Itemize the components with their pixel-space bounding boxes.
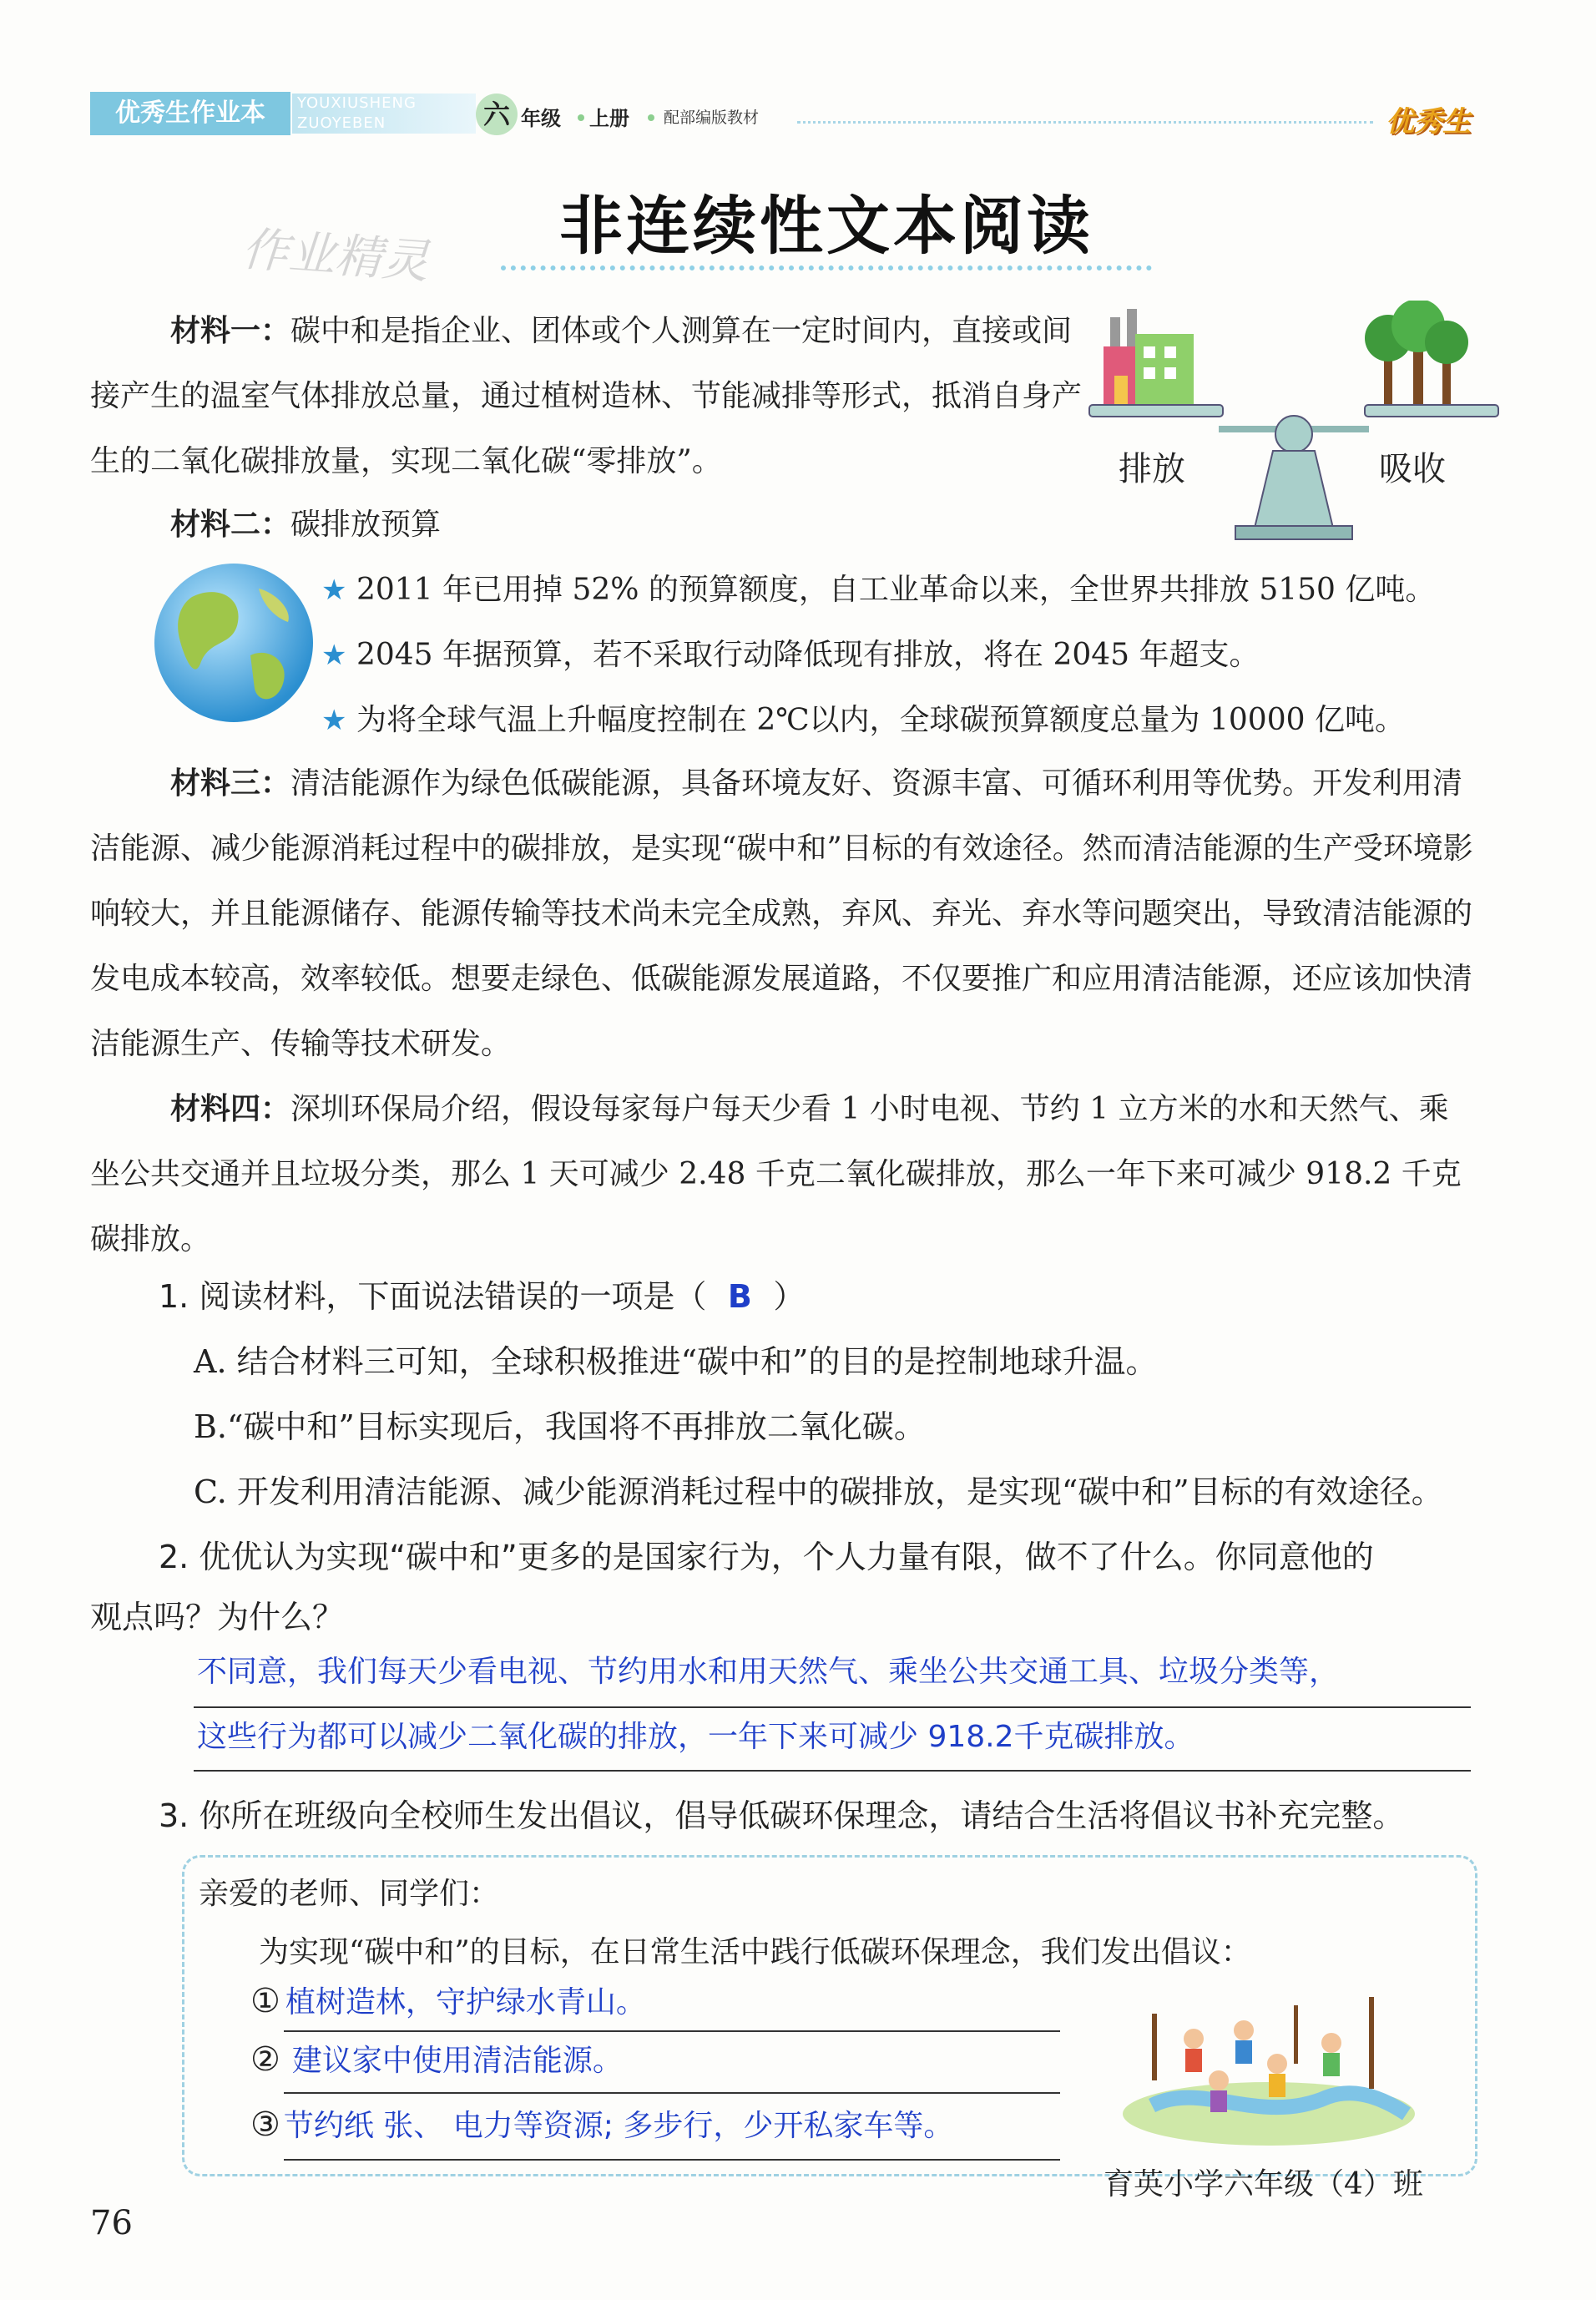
- proposal-intro: 为实现“碳中和”的目标，在日常生活中践行低碳环保理念，我们发出倡议：: [259, 1935, 1251, 1969]
- watermark-stamp: 作业精灵: [240, 222, 431, 290]
- scale-label-emission: 排放: [1119, 450, 1185, 488]
- question-2-stem-line-2: 观点吗？为什么？: [90, 1599, 345, 1635]
- publisher-logo: 优秀生: [1386, 105, 1471, 139]
- series-brand: 优秀生作业本: [90, 92, 290, 135]
- edition-label: 配部编版教材: [664, 109, 760, 127]
- answer-rule: [194, 1770, 1471, 1772]
- item-number: ②: [250, 2040, 280, 2079]
- material-2-title: 碳排放预算: [290, 508, 442, 542]
- page-number: 76: [90, 2204, 133, 2242]
- question-1-stem: [159, 1276, 805, 1317]
- material-4: [90, 1077, 1476, 1272]
- material-3-text: 清洁能源作为绿色低碳能源，具备环境友好、资源丰富、可循环利用等优势。开发利用清洁能源、减少能源消耗过程中的碳排放，是实现“碳中和”目标的有效途径。然而清洁能源的生产受环境影响较大，并且能源储存、能源传输等技术尚未完全成熟，弃风、弃光、弃水等问题突出，导致清洁能源的发电成本较高，效率较低。想要走绿色、低碳能源发展道路，不仅要推广和应用清洁能源，还应该加快清洁能源生产、传输等技术研发。: [90, 766, 1473, 1061]
- question-2-answer-line-1[interactable]: 不同意，我们每天少看电视、节约用水和用天然气、乘坐公共交通工具、垃圾分类等，: [197, 1655, 1340, 1689]
- grade-label: 年级: [521, 107, 561, 130]
- question-1-text: 1. 阅读材料，下面说法错误的一项是（: [159, 1278, 707, 1315]
- material-4-text: 深圳环保局介绍，假设每家每户每天少看 1 小时电视、节约 1 立方米的水和天然气、乘坐公共交通并且垃圾分类，那么 1 天可减少 2.48 千克二氧化碳排放，那么一年下来可减少 918.2 千克碳排放。: [90, 1092, 1462, 1256]
- proposal-signature: 育英小学六年级（4）班: [1104, 2167, 1423, 2201]
- proposal-item-1: [250, 1979, 646, 2021]
- page-title: 非连续性文本阅读: [559, 189, 1093, 263]
- star-icon: ★: [321, 639, 347, 672]
- question-1-option-c: C. 开发利用清洁能源、减少能源消耗过程中的碳排放，是实现“碳中和”目标的有效途径。: [194, 1474, 1443, 1510]
- material-2-heading: [170, 501, 441, 543]
- scale-label-absorption: 吸收: [1379, 450, 1446, 488]
- item-number: ①: [250, 1982, 280, 2020]
- header-dotted-rule: [797, 121, 1373, 124]
- question-2-stem-line-1: 2. 优优认为实现“碳中和”更多的是国家行为，个人力量有限，做不了什么。你同意他的: [159, 1539, 1374, 1575]
- question-1-option-b: B.“碳中和”目标实现后，我国将不再排放二氧化碳。: [194, 1408, 926, 1445]
- balance-scale-illustration: [1085, 301, 1503, 543]
- proposal-item-3: [250, 2102, 953, 2145]
- trees-icon: [1365, 301, 1468, 405]
- proposal-greeting: 亲爱的老师、同学们：: [199, 1877, 500, 1911]
- brand-watermark: YOUXIUSHENG ZUOYEBEN: [292, 94, 476, 134]
- material-1-label: 材料一：: [170, 314, 291, 348]
- proposal-item-3-text[interactable]: 节约纸 张、 电力等资源; 多步行，少开私家车等。: [283, 2109, 954, 2143]
- answer-rule: [284, 2030, 1060, 2032]
- grade-number: 六: [476, 94, 518, 135]
- question-2-answer-line-2[interactable]: 这些行为都可以减少二氧化碳的排放，一年下来可减少 918.2千克碳排放。: [197, 1720, 1194, 1754]
- budget-item-2: [321, 634, 1260, 676]
- material-3-label: 材料三：: [170, 766, 291, 801]
- star-icon: ★: [321, 574, 347, 607]
- answer-rule: [194, 1706, 1471, 1708]
- material-3: [90, 751, 1476, 1077]
- star-icon: ★: [321, 704, 347, 737]
- question-1-option-a: A. 结合材料三可知，全球积极推进“碳中和”的目的是控制地球升温。: [194, 1343, 1158, 1380]
- budget-item-1: [321, 569, 1435, 611]
- factory-icon: [1104, 309, 1194, 405]
- separator-dot: [648, 114, 654, 121]
- material-2-label: 材料二：: [170, 508, 291, 542]
- earth-globe-illustration: [150, 555, 317, 730]
- proposal-item-1-text[interactable]: 植树造林，守护绿水青山。: [285, 1985, 646, 2019]
- proposal-item-2: [250, 2037, 623, 2080]
- answer-rule: [284, 2092, 1060, 2094]
- volume-label: 上册: [589, 107, 629, 130]
- material-1: [90, 299, 1083, 494]
- material-1-text: 碳中和是指企业、团体或个人测算在一定时间内，直接或间接产生的温室气体排放总量，通过植树造林、节能减排等形式，抵消自身产生的二氧化碳排放量，实现二氧化碳“零排放”。: [90, 314, 1083, 478]
- proposal-item-2-text[interactable]: 建议家中使用清洁能源。: [291, 2044, 623, 2078]
- question-1-answer[interactable]: B: [727, 1278, 752, 1315]
- kids-planting-trees-illustration: [1119, 1980, 1419, 2147]
- separator-dot: [578, 114, 584, 121]
- question-1-close: ）: [773, 1278, 806, 1315]
- item-number: ③: [250, 2105, 280, 2144]
- budget-item-1-text: 2011 年已用掉 52% 的预算额度，自工业革命以来，全世界共排放 5150 亿吨。: [356, 573, 1436, 607]
- title-dotted-rule: [501, 265, 1152, 270]
- budget-item-3: [321, 700, 1405, 741]
- material-4-label: 材料四：: [170, 1092, 291, 1126]
- budget-item-2-text: 2045 年据预算，若不采取行动降低现有排放，将在 2045 年超支。: [356, 638, 1260, 672]
- answer-rule: [284, 2159, 1060, 2161]
- question-3-stem: 3. 你所在班级向全校师生发出倡议，倡导低碳环保理念，请结合生活将倡议书补充完整。: [159, 1797, 1405, 1834]
- budget-item-3-text: 为将全球气温上升幅度控制在 2℃以内，全球碳预算额度总量为 10000 亿吨。: [356, 703, 1405, 737]
